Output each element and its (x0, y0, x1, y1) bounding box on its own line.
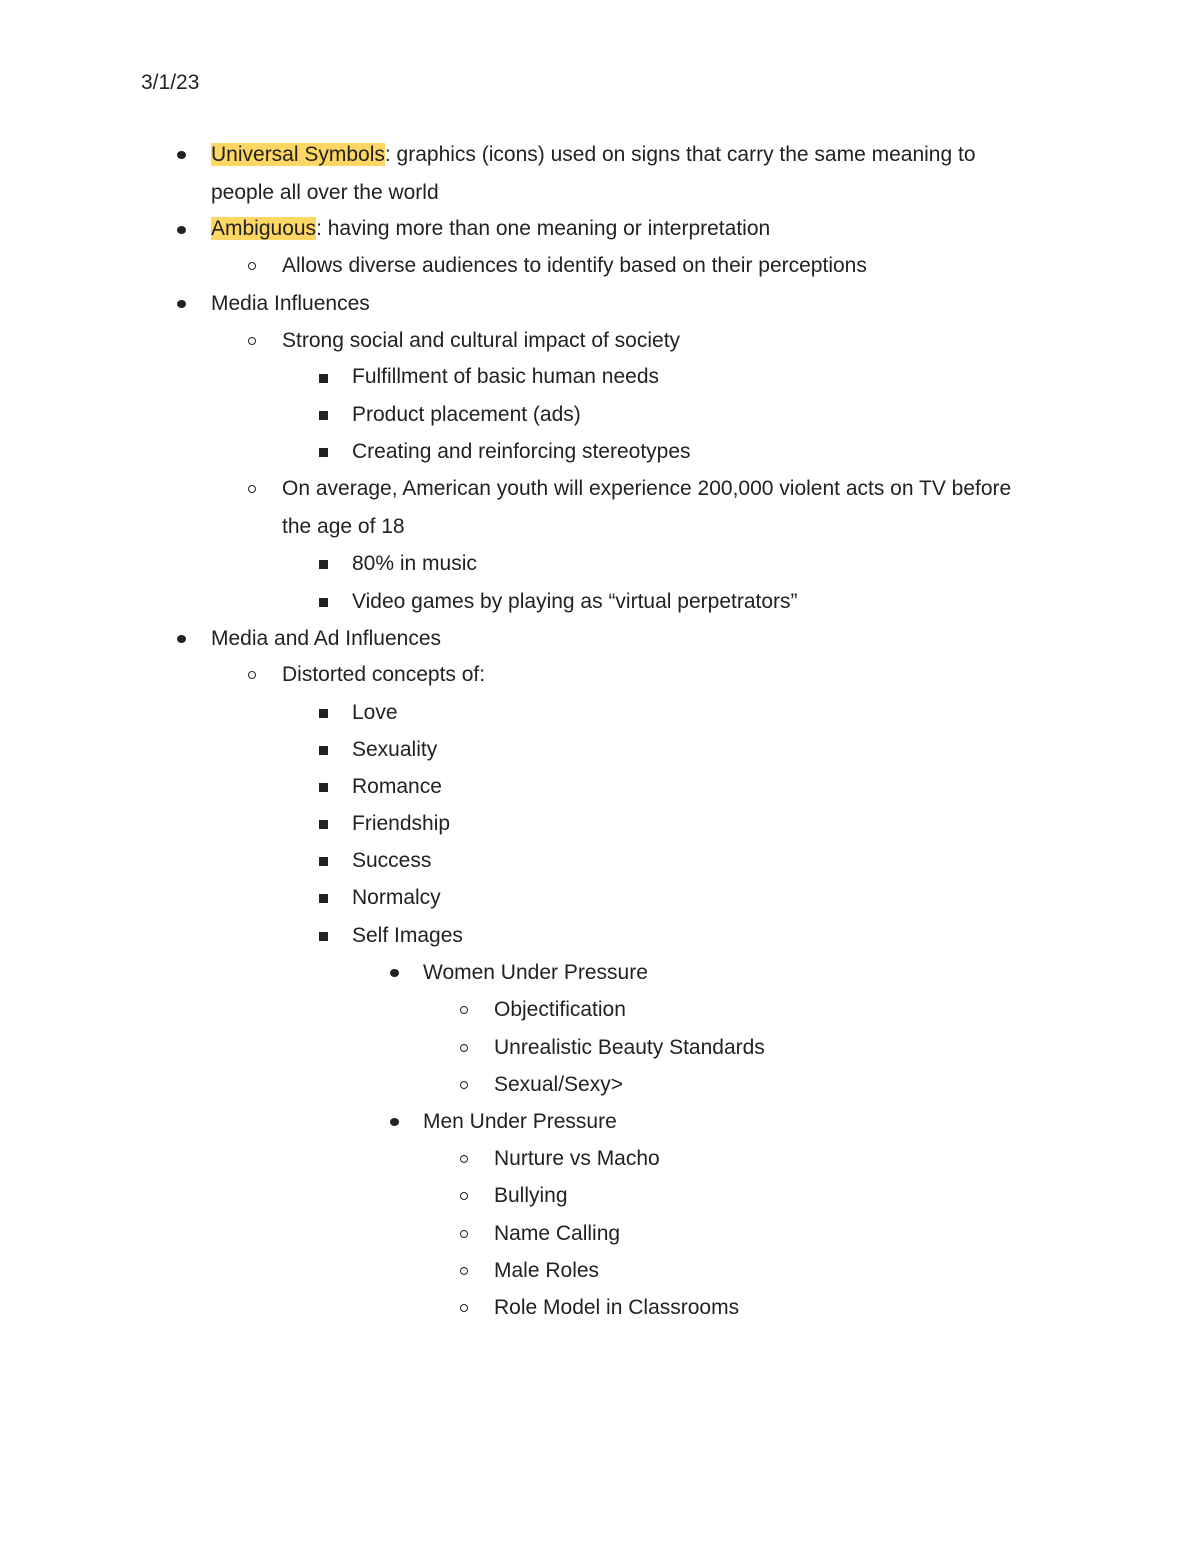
list-item: 80% in music (352, 552, 477, 575)
square-bullet-icon (319, 598, 328, 607)
list-item: Nurture vs Macho (494, 1147, 660, 1170)
list-item: Product placement (ads) (352, 403, 581, 426)
list-item-media-influences: Media Influences (211, 292, 370, 315)
list-item: Sexuality (352, 738, 438, 761)
list-item: Success (352, 849, 432, 872)
list-item: Women Under Pressure (423, 961, 648, 984)
list-item: Normalcy (352, 886, 441, 909)
square-bullet-icon (319, 560, 328, 569)
list-item: Men Under Pressure (423, 1110, 617, 1133)
circle-bullet-icon (460, 1044, 468, 1052)
circle-bullet-icon (460, 1230, 468, 1238)
list-item: Distorted concepts of: (282, 663, 486, 686)
square-bullet-icon (319, 709, 328, 718)
square-bullet-icon (319, 374, 328, 383)
square-bullet-icon (319, 746, 328, 755)
circle-bullet-icon (248, 337, 256, 345)
list-item-ambiguous (211, 210, 770, 248)
term-definition: : graphics (icons) used on signs that carry the same meaning to people all over the world (211, 143, 976, 204)
term-definition: : having more than one meaning or interpretation (316, 217, 771, 240)
circle-bullet-icon (460, 1081, 468, 1089)
list-item-media-ad-influences: Media and Ad Influences (211, 627, 441, 650)
square-bullet-icon (319, 857, 328, 866)
circle-bullet-icon (460, 1192, 468, 1200)
square-bullet-icon (319, 411, 328, 420)
disc-bullet-icon (177, 300, 186, 308)
square-bullet-icon (319, 448, 328, 457)
list-item: Strong social and cultural impact of society (282, 329, 681, 352)
list-item: Unrealistic Beauty Standards (494, 1036, 765, 1059)
list-item: Male Roles (494, 1259, 600, 1282)
list-item: Allows diverse audiences to identify based on their perceptions (282, 254, 867, 277)
highlighted-term: Universal Symbols (211, 143, 385, 166)
list-item: Romance (352, 775, 442, 798)
square-bullet-icon (319, 932, 328, 941)
list-item: Role Model in Classrooms (494, 1296, 740, 1319)
list-item: Objectification (494, 998, 626, 1021)
disc-bullet-icon (390, 1118, 399, 1126)
list-item: Sexual/Sexy> (494, 1073, 623, 1096)
disc-bullet-icon (390, 969, 399, 977)
list-item: Creating and reinforcing stereotypes (352, 440, 691, 463)
note-date: 3/1/23 (141, 71, 200, 94)
list-item-universal-symbols (211, 136, 1021, 211)
list-item: Bullying (494, 1184, 568, 1207)
circle-bullet-icon (248, 262, 256, 270)
list-item: Self Images (352, 924, 463, 947)
circle-bullet-icon (248, 671, 256, 679)
disc-bullet-icon (177, 151, 186, 159)
circle-bullet-icon (248, 485, 256, 493)
list-item: Love (352, 701, 398, 724)
list-item: Video games by playing as “virtual perpetrators” (352, 590, 798, 613)
circle-bullet-icon (460, 1006, 468, 1014)
square-bullet-icon (319, 783, 328, 792)
highlighted-term: Ambiguous (211, 217, 317, 240)
circle-bullet-icon (460, 1155, 468, 1163)
square-bullet-icon (319, 894, 328, 903)
circle-bullet-icon (460, 1267, 468, 1275)
list-item: On average, American youth will experience 200,000 violent acts on TV before the age of 18 (282, 477, 1012, 538)
list-item: Name Calling (494, 1222, 621, 1245)
list-item: Fulfillment of basic human needs (352, 365, 659, 388)
disc-bullet-icon (177, 635, 186, 643)
square-bullet-icon (319, 820, 328, 829)
list-item: Friendship (352, 812, 451, 835)
circle-bullet-icon (460, 1304, 468, 1312)
disc-bullet-icon (177, 226, 186, 234)
